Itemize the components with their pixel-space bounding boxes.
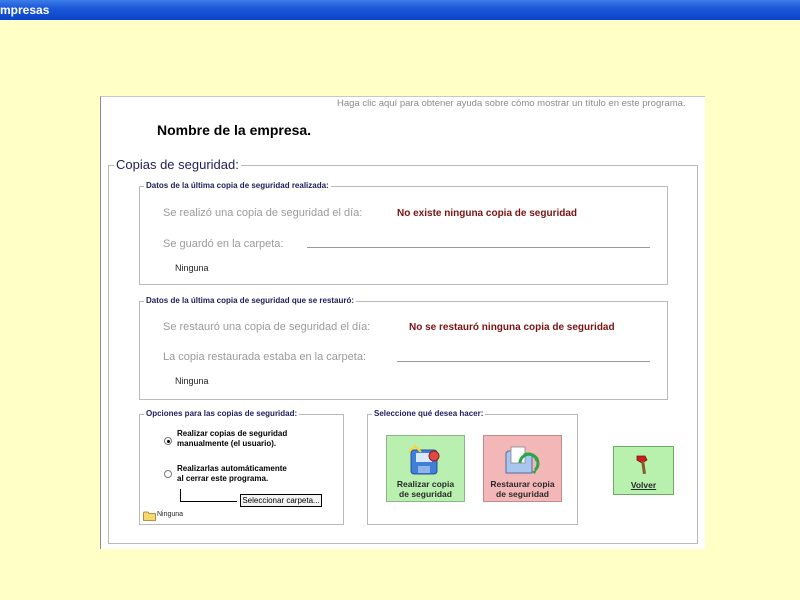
last-backup-legend: Datos de la última copia de seguridad realizada: bbox=[146, 181, 329, 190]
backup-options-group bbox=[139, 409, 344, 525]
auto-backup-line1: Realizarlas automáticamente bbox=[177, 464, 287, 473]
back-button-label: Volver bbox=[630, 480, 657, 490]
auto-folder-box bbox=[180, 489, 237, 502]
restore-folder-icon bbox=[502, 443, 542, 479]
restore-date-label: Se restauró una copia de seguridad el día: bbox=[163, 321, 371, 333]
folder-icon bbox=[143, 511, 156, 521]
manual-backup-radio[interactable] bbox=[164, 437, 172, 445]
window-titlebar bbox=[0, 0, 800, 20]
last-backup-group bbox=[139, 181, 668, 285]
back-button[interactable] bbox=[613, 446, 674, 495]
auto-backup-option[interactable] bbox=[177, 464, 287, 484]
backup-button-line1: Realizar copia bbox=[396, 479, 455, 489]
backup-folder-line bbox=[307, 247, 650, 248]
company-name: Nombre de la empresa. bbox=[157, 122, 312, 138]
manual-backup-line1: Realizar copias de seguridad bbox=[177, 429, 288, 438]
restore-button-line2: de seguridad bbox=[496, 489, 549, 499]
last-restore-legend: Datos de la última copia de seguridad que se restauró: bbox=[146, 296, 355, 305]
actions-group bbox=[367, 409, 578, 525]
actions-legend: Seleccione qué desea hacer: bbox=[374, 409, 484, 418]
main-panel bbox=[100, 96, 705, 549]
options-folder-value: Ninguna bbox=[157, 511, 184, 518]
restore-folder-line bbox=[397, 361, 650, 362]
restore-button-line1: Restaurar copia bbox=[490, 479, 555, 489]
select-folder-button[interactable]: Seleccionar carpeta... bbox=[240, 494, 322, 507]
backup-section bbox=[108, 157, 698, 544]
axe-icon bbox=[633, 453, 653, 475]
backup-date-label: Se realizó una copia de seguridad el día: bbox=[163, 207, 363, 219]
backup-folder-value: Ninguna bbox=[175, 263, 209, 273]
restore-button[interactable] bbox=[483, 435, 562, 502]
backup-options-legend: Opciones para las copias de seguridad: bbox=[146, 409, 298, 418]
backup-folder-label: Se guardó en la carpeta: bbox=[163, 238, 284, 250]
last-restore-group bbox=[139, 296, 668, 400]
auto-backup-line2: al cerrar este programa. bbox=[177, 474, 269, 483]
manual-backup-line2: manualmente (el usuario). bbox=[177, 439, 277, 448]
backup-button-line2: de seguridad bbox=[399, 489, 452, 499]
help-link[interactable]: Haga clic aquí para obtener ayuda sobre cómo mostrar un título en este programa. bbox=[337, 98, 686, 109]
restore-date-value: No se restauró ninguna copia de seguridad bbox=[409, 322, 615, 333]
auto-backup-radio[interactable] bbox=[164, 470, 172, 478]
backup-date-value: No existe ninguna copia de seguridad bbox=[397, 208, 578, 219]
restore-folder-label: La copia restaurada estaba en la carpeta: bbox=[163, 351, 367, 363]
backup-section-legend: Copias de seguridad: bbox=[116, 157, 239, 172]
backup-button[interactable] bbox=[386, 435, 465, 502]
restore-folder-value: Ninguna bbox=[175, 376, 209, 386]
window-title: mpresas bbox=[0, 3, 50, 17]
backup-disk-icon bbox=[407, 444, 443, 478]
manual-backup-option[interactable] bbox=[177, 429, 287, 449]
